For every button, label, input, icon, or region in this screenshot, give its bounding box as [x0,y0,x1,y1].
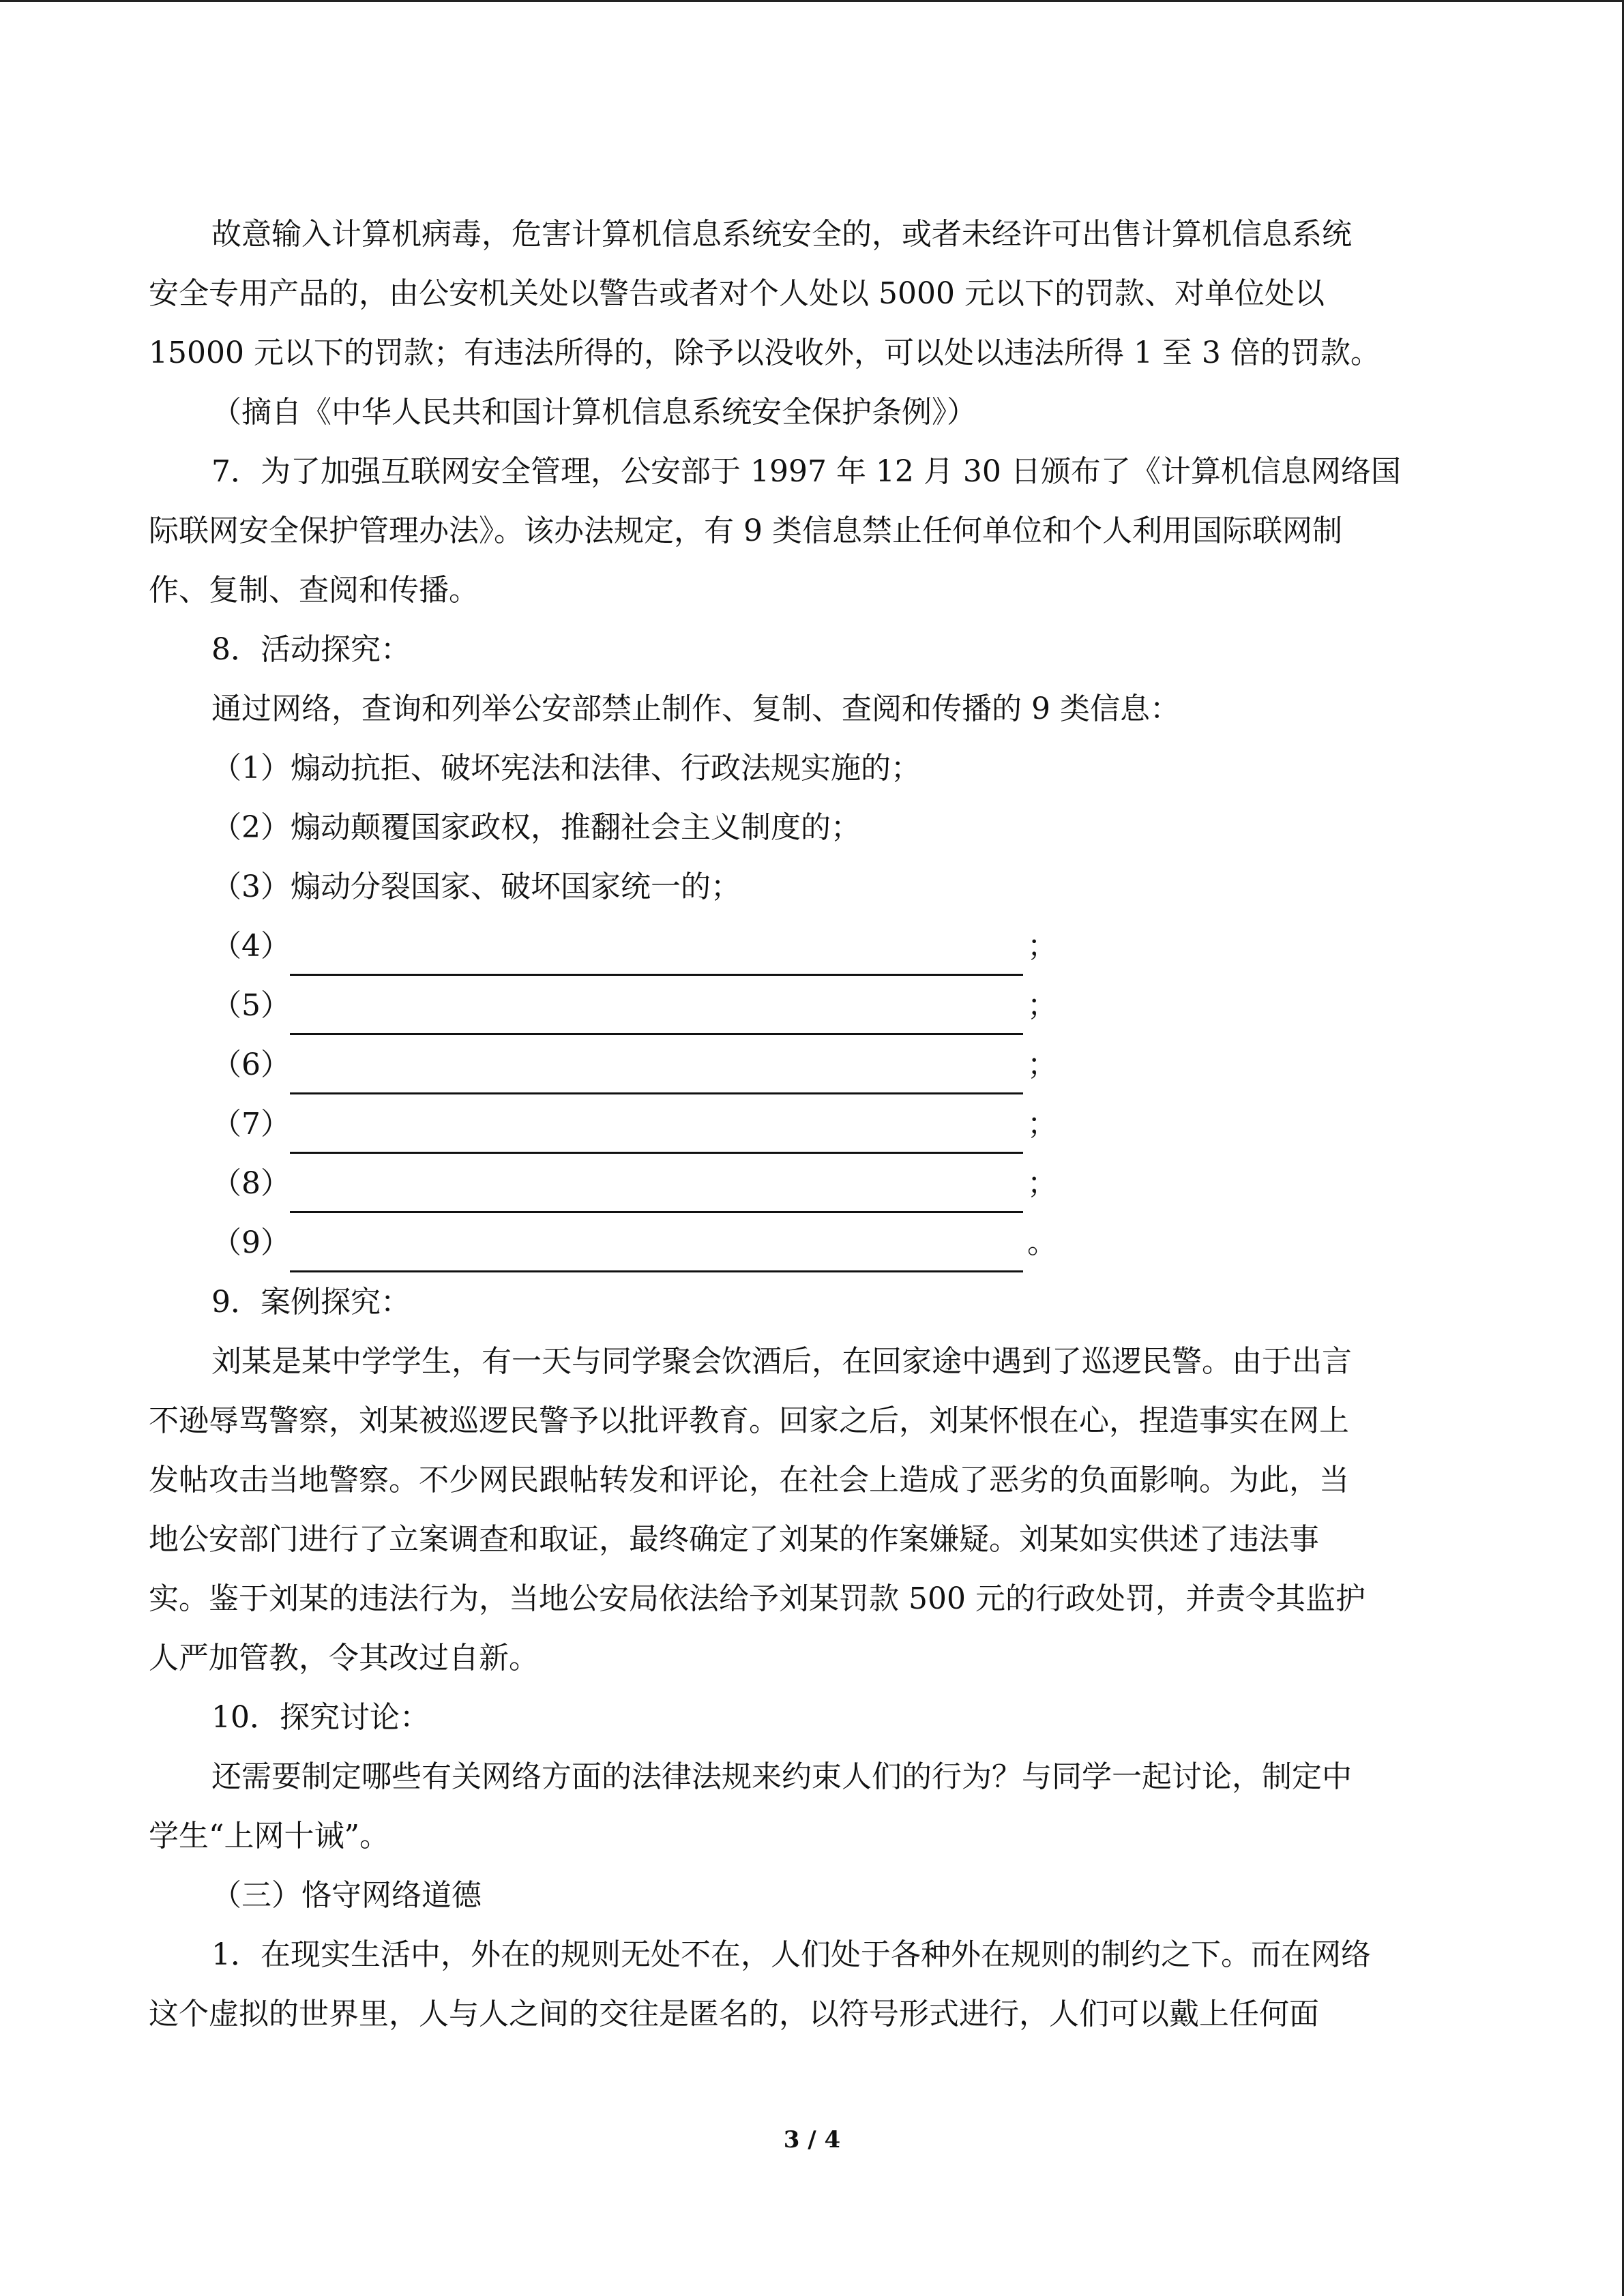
paragraph-line: 10．探究讨论： [211,1700,430,1735]
paragraph-line: 这个虚拟的世界里，人与人之间的交往是匿名的，以符号形式进行，人们可以戴上任何面 [149,1997,1319,2031]
paragraph-line: 还需要制定哪些有关网络方面的法律法规来约束人们的行为？与同学一起讨论，制定中 [211,1759,1352,1794]
answer-blank-line[interactable] [290,1109,1023,1154]
paragraph-line: 安全专用产品的，由公安机关处以警告或者对个人处以 5000 元以下的罚款、对单位处以 [149,276,1325,311]
paragraph-line: 通过网络，查询和列举公安部禁止制作、复制、查阅和传播的 9 类信息： [211,691,1180,726]
blank-item [149,1213,1486,1272]
paragraph-line: 学生“上网十诫”。 [149,1819,389,1853]
fill-in-blank-list [149,916,1486,1272]
blank-label: （4） [211,929,291,964]
page-border-top [0,0,1624,2]
blank-label: （5） [211,988,291,1023]
paragraph-line: （1）煽动抗拒、破坏宪法和法律、行政法规实施的； [211,751,921,786]
blank-end-punctuation: ； [1027,1166,1057,1201]
blank-item [149,1035,1486,1094]
paragraph-line: 实。鉴于刘某的违法行为，当地公安局依法给予刘某罚款 500 元的行政处罚，并责令其监护 [149,1581,1365,1616]
paragraph-line: （摘自《中华人民共和国计算机信息系统安全保护条例》） [211,395,977,430]
blank-label: （9） [211,1225,291,1260]
paragraph-line: （3）煽动分裂国家、破坏国家统一的； [211,869,741,904]
paragraph-line: 作、复制、查阅和传播。 [149,573,479,608]
answer-blank-line[interactable] [290,991,1023,1035]
page-number: 3 / 4 [783,2126,841,2153]
blank-end-punctuation: ； [1027,988,1057,1023]
blank-item [149,916,1486,976]
blank-end-punctuation: ； [1027,1047,1057,1082]
blank-end-punctuation: ； [1027,929,1057,964]
paragraph-line: 地公安部门进行了立案调查和取证，最终确定了刘某的作案嫌疑。刘某如实供述了违法事 [149,1522,1319,1557]
blank-item [149,1094,1486,1154]
paragraph-line: 8．活动探究： [211,632,411,667]
answer-blank-line[interactable] [290,931,1023,976]
paragraph-line: 际联网安全保护管理办法》。该办法规定，有 9 类信息禁止任何单位和个人利用国际联网制 [149,513,1342,548]
paragraph-line: 9．案例探究： [211,1285,411,1320]
paragraph-line: 故意输入计算机病毒，危害计算机信息系统安全的，或者未经许可出售计算机信息系统 [211,217,1352,252]
blank-label: （6） [211,1047,291,1082]
paragraph-line: 人严加管教，令其改过自新。 [149,1641,539,1675]
blank-end-punctuation: ； [1027,1107,1057,1142]
blank-item [149,976,1486,1035]
paragraph-line: 不逊辱骂警察，刘某被巡逻民警予以批评教育。回家之后，刘某怀恨在心，捏造事实在网上 [149,1403,1349,1438]
answer-blank-line[interactable] [290,1169,1023,1213]
paragraph-line: 1．在现实生活中，外在的规则无处不在，人们处于各种外在规则的制约之下。而在网络 [211,1937,1371,1972]
paragraph-line: 刘某是某中学学生，有一天与同学聚会饮酒后，在回家途中遇到了巡逻民警。由于出言 [211,1344,1352,1379]
answer-blank-line[interactable] [290,1050,1023,1094]
paragraph-line: 7．为了加强互联网安全管理，公安部于 1997 年 12 月 30 日颁布了《计算机信息网络国 [211,454,1401,489]
text-block-top [149,205,1486,916]
document-body [149,205,1486,2044]
text-block-bottom [149,1272,1486,2044]
paragraph-line: （三）恪守网络道德 [211,1878,482,1913]
blank-label: （7） [211,1107,291,1142]
paragraph-line: （2）煽动颠覆国家政权，推翻社会主义制度的； [211,810,861,845]
blank-item [149,1154,1486,1213]
paragraph-line: 15000 元以下的罚款；有违法所得的，除予以没收外，可以处以违法所得 1 至 3 倍的罚款。 [149,336,1381,370]
answer-blank-line[interactable] [290,1228,1023,1272]
blank-label: （8） [211,1166,291,1201]
paragraph-line: 发帖攻击当地警察。不少网民跟帖转发和评论，在社会上造成了恶劣的负面影响。为此，当 [149,1463,1349,1497]
blank-end-punctuation: 。 [1027,1225,1057,1260]
